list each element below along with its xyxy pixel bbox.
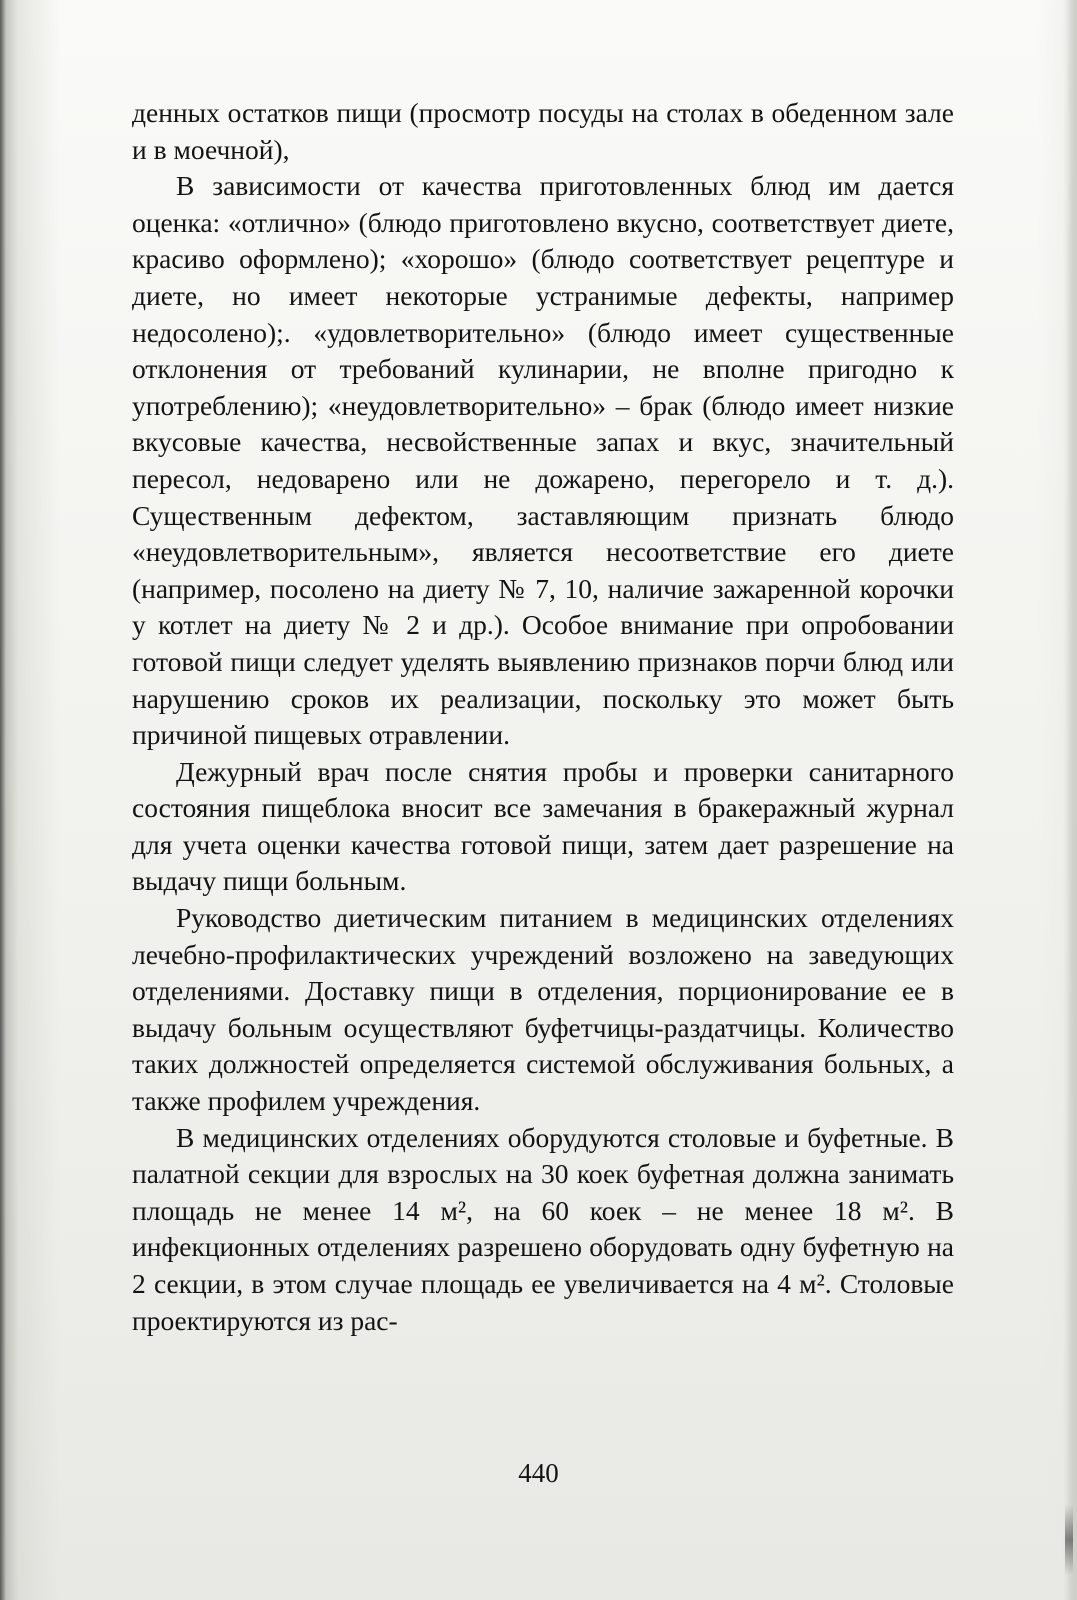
paragraph-quality-assessment: В зависимости от качества приготовленных блюд им дается оценка: «отлично» (блюдо приготовлено вкусно, соответствует диете, красиво оформлено); «хорошо» (блюдо соответствует рецептуре и диете, но имеет некоторые устранимые дефекты, например недосолено);. «удовлетворительно» (блюдо имеет существенные отклонения от требований кулинарии, не вполне пригодно к употреблению); «неудовлетворительно» – брак (блюдо имеет низкие вкусовые качества, несвойственные запах и вкус, значительный пересол, недоварено или не дожарено, перегорело и т. д.). Существенным дефектом, заставляющим признать блюдо «неудовлетворительным», является несоответствие его диете (например, посолено на диету № 7, 10, наличие зажаренной корочки у котлет на диету № 2 и др.). Особое внимание при опробовании готовой пищи следует уделять выявлению признаков порчи блюд или нарушению сроков их реализации, поскольку это может быть причиной пищевых отравлении.: [132, 170, 954, 751]
binding-mark: [1065, 1505, 1073, 1575]
body-text: [132, 95, 954, 1339]
paragraph-duty-doctor: Дежурный врач после снятия пробы и проверки санитарного состояния пищеблока вносит все замечания в бракеражный журнал для учета оценки качества готовой пищи, затем дает разрешение на выдачу пищи больным.: [132, 755, 954, 897]
paragraph-diet-management: Руководство диетическим питанием в медицинских отделениях лечебно-профилактических учреждений возложено на заведующих отделениями. Доставку пищи в отделения, порционирование ее в выдачу больным осуществляют буфетчицы-раздатчицы. Количество таких должностей определяется системой обслуживания больных, а также профилем учреждения.: [132, 902, 954, 1117]
page-number: 440: [518, 1458, 559, 1488]
page-edge-shadow: [1067, 0, 1077, 1600]
paragraph-dining-rooms: В медицинских отделениях оборудуются столовые и буфетные. В палатной секции для взрослых на 30 коек буфетная должна занимать площадь не менее 14 м², на 60 коек – не менее 18 м². В инфекционных отделениях разрешено оборудовать одну буфетную на 2 секции, в этом случае площадь ее увеличивается на 4 м². Столовые проектируются из рас-: [132, 1121, 954, 1336]
paragraph-continuation: денных остатков пищи (просмотр посуды на столах в обеденном зале и в моечной),: [132, 97, 954, 165]
binding-edge-shadow: [0, 0, 6, 1600]
